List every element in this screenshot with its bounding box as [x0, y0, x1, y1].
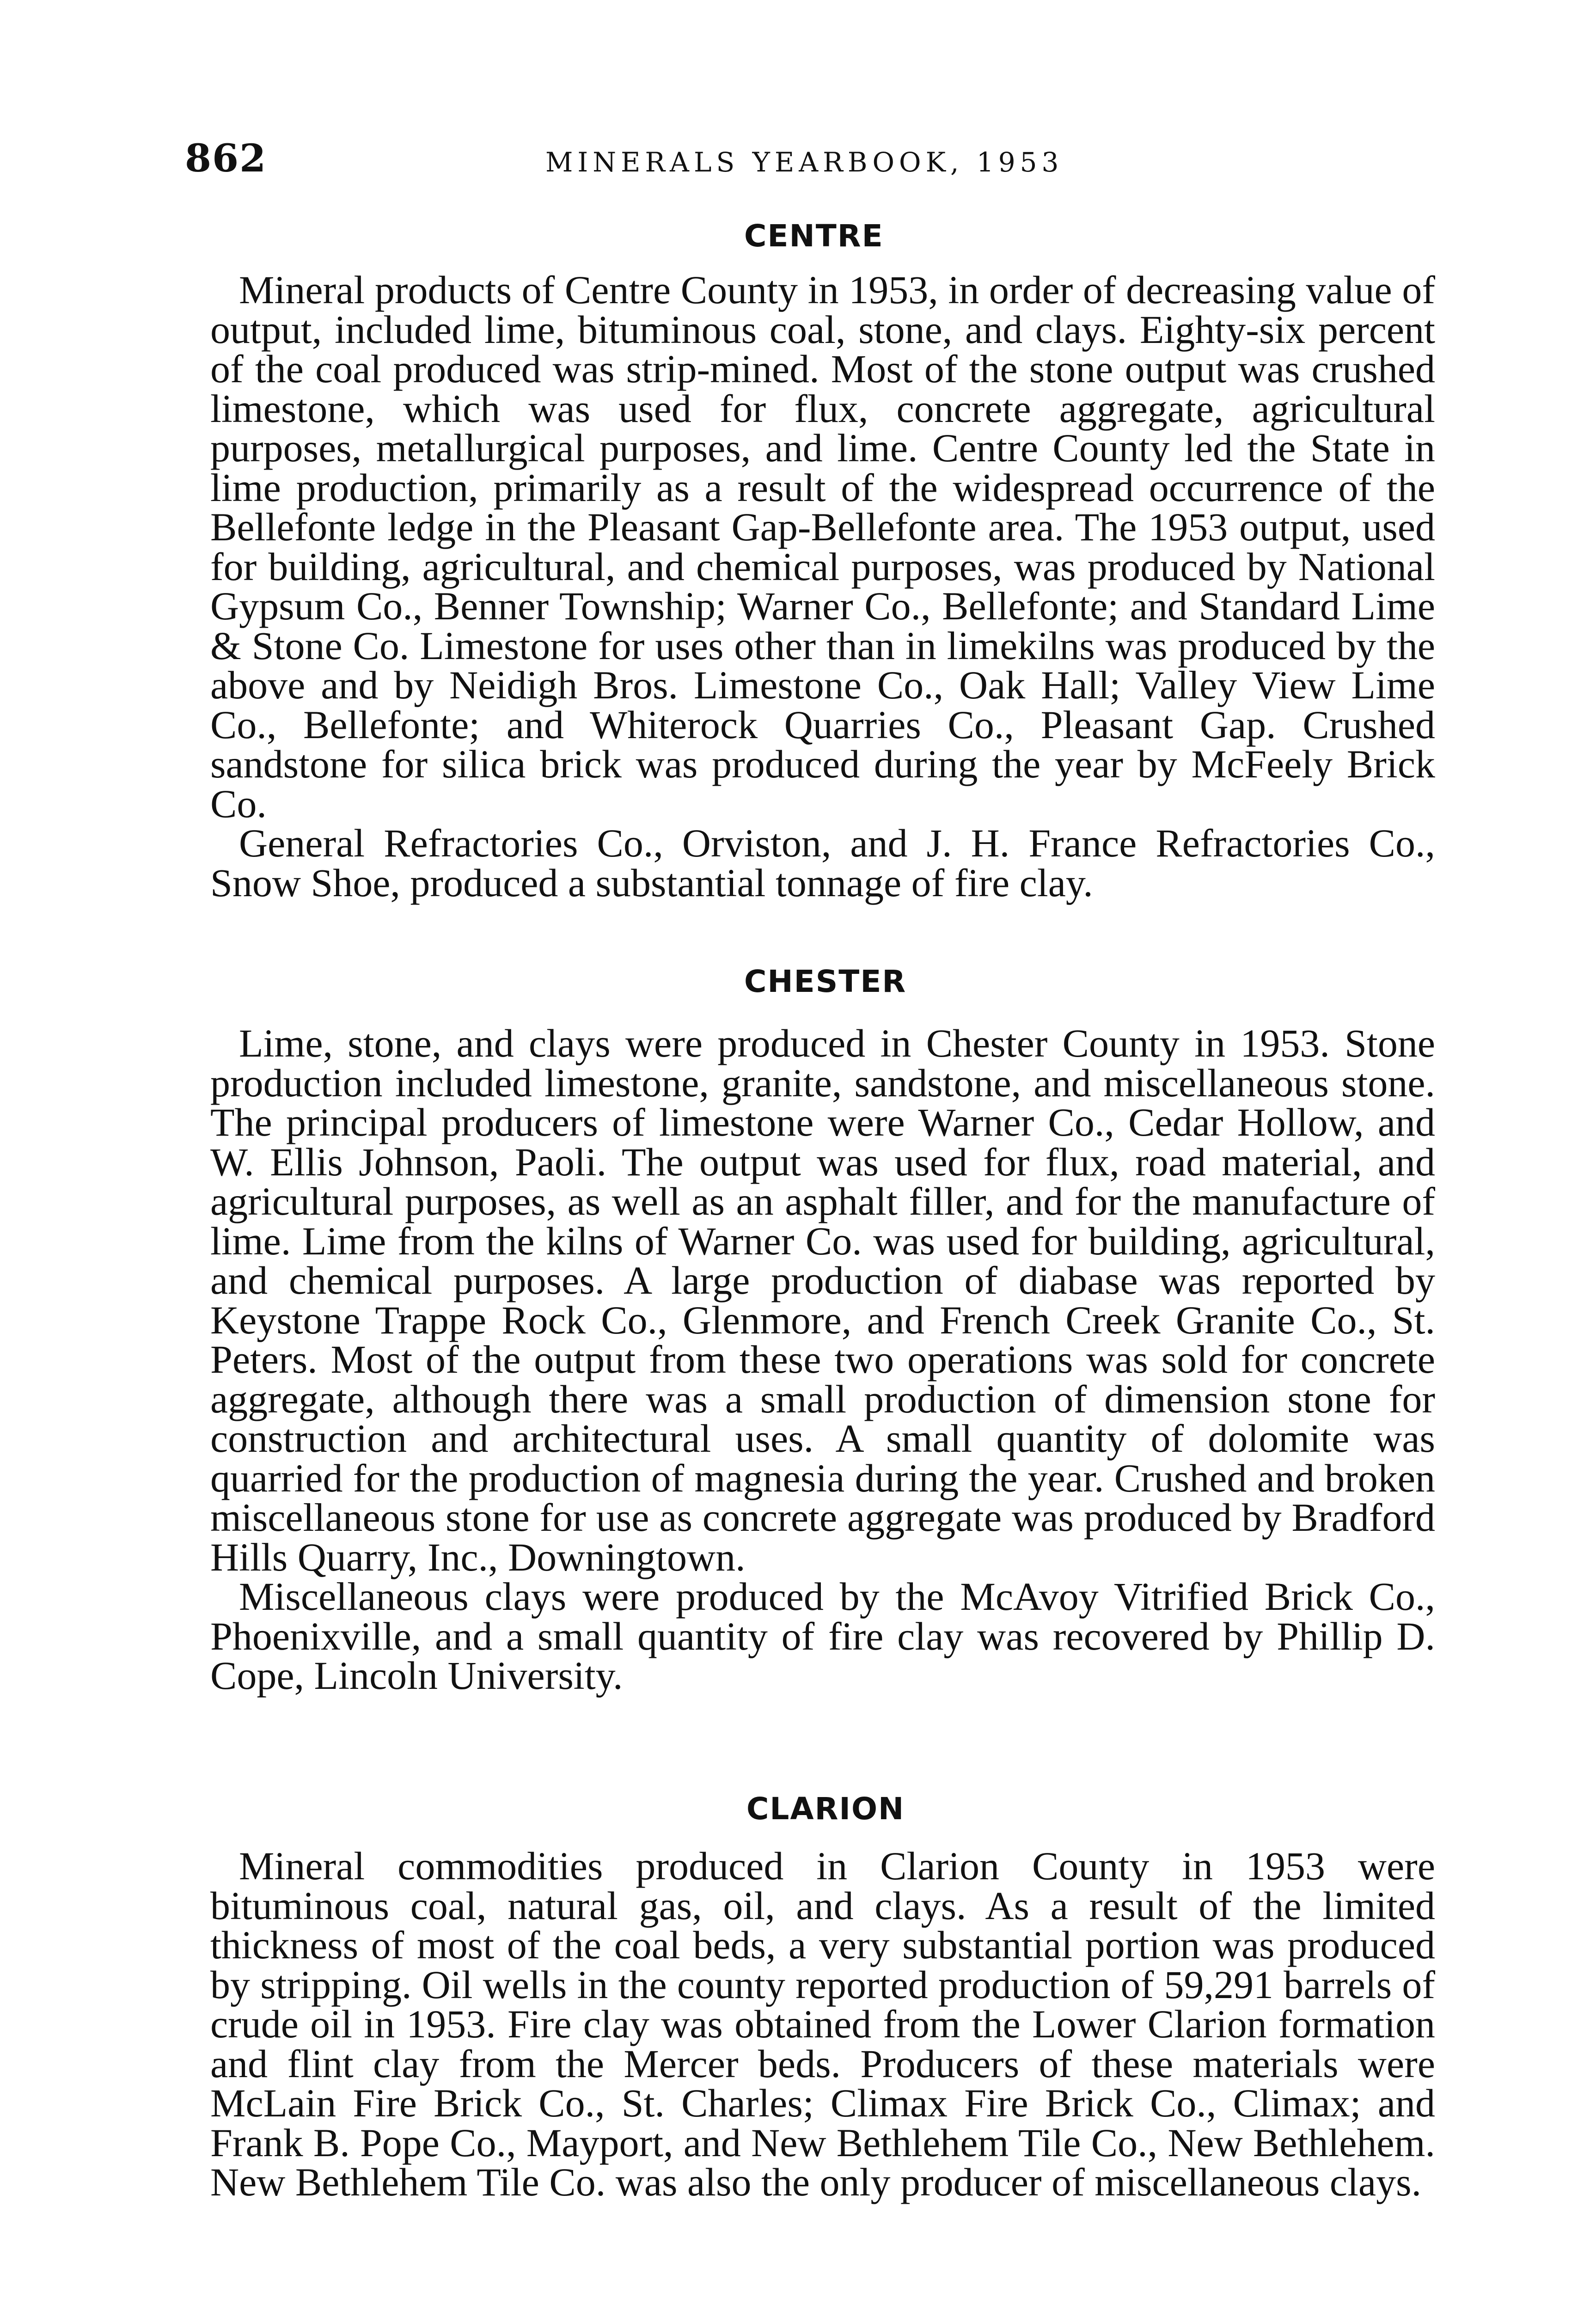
paragraph: Mineral commodities produced in Clarion County in 1953 were bituminous coal, natural gas, oil, and clays. As a result of the limited thickness of most of the coal beds, a very substantial portion was produced by stripping. Oil wells in the county reported production of 59,291 barrels of crude oil in 1953. Fire clay was obtained from the Lower Clarion formation and flint clay from the Mercer beds. Producers of these materials were McLain Fire Brick Co., St. Charles; Climax Fire Brick Co., Climax; and Frank B. Pope Co., Mayport, and New Bethlehem Tile Co., New Bethlehem. New Bethlehem Tile Co. was also the only producer of miscellaneous clays. [210, 1844, 1435, 2204]
section-body-chester [210, 1021, 1435, 1698]
section-heading-chester: CHESTER [744, 964, 907, 999]
paragraph: Miscellaneous clays were produced by the McAvoy Vitrified Brick Co., Phoenixville, and a small quantity of fire clay was recovered by Phillip D. Cope, Lincoln University. [210, 1574, 1435, 1698]
section-body-clarion [210, 1846, 1435, 2202]
paragraph: Lime, stone, and clays were produced in Chester County in 1953. Stone production included limestone, granite, sandstone, and miscellaneous stone. The principal producers of limestone were Warner Co., Cedar Hollow, and W. Ellis Johnson, Paoli. The output was used for flux, road material, and agricultural purposes, as well as an asphalt filler, and for the manufacture of lime. Lime from the kilns of Warner Co. was used for building, agricultural, and chemical purposes. A large production of diabase was reported by Keystone Trappe Rock Co., Glenmore, and French Creek Granite Co., St. Peters. Most of the output from these two operations was sold for concrete aggregate, although there was a small production of dimension stone for construction and architectural uses. A small quantity of dolomite was quarried for the production of magnesia during the year. Crushed and broken miscellaneous stone for use as concrete aggregate was produced by Bradford Hills Quarry, Inc., Downingtown. [210, 1021, 1435, 1579]
running-head [185, 136, 1433, 192]
paragraph: Mineral products of Centre County in 1953, in order of decreasing value of output, included lime, bituminous coal, stone, and clays. Eighty-six percent of the coal produced was strip-mined. Most of the stone output was crushed limestone, which was used for flux, concrete aggregate, agricultural purposes, metallurgical purposes, and lime. Centre County led the State in lime production, primarily as a result of the widespread occurrence of the Bellefonte ledge in the Pleasant Gap-Bellefonte area. The 1953 output, used for building, agricultural, and chemical purposes, was produced by National Gypsum Co., Benner Township; Warner Co., Bellefonte; and Standard Lime & Stone Co. Limestone for uses other than in limekilns was produced by the above and by Neidigh Bros. Limestone Co., Oak Hall; Valley View Lime Co., Bellefonte; and Whiterock Quarries Co., Pleasant Gap. Crushed sandstone for silica brick was produced during the year by McFeely Brick Co. [210, 268, 1435, 826]
section-heading-centre: CENTRE [744, 218, 884, 254]
section-heading-clarion: CLARION [746, 1791, 905, 1827]
section-body-centre [210, 270, 1435, 903]
paragraph: General Refractories Co., Orviston, and J. H. France Refractories Co., Snow Shoe, produced a substantial tonnage of fire clay. [210, 821, 1435, 905]
running-title: MINERALS YEARBOOK, 1953 [545, 147, 1064, 178]
page-number: 862 [185, 136, 267, 181]
